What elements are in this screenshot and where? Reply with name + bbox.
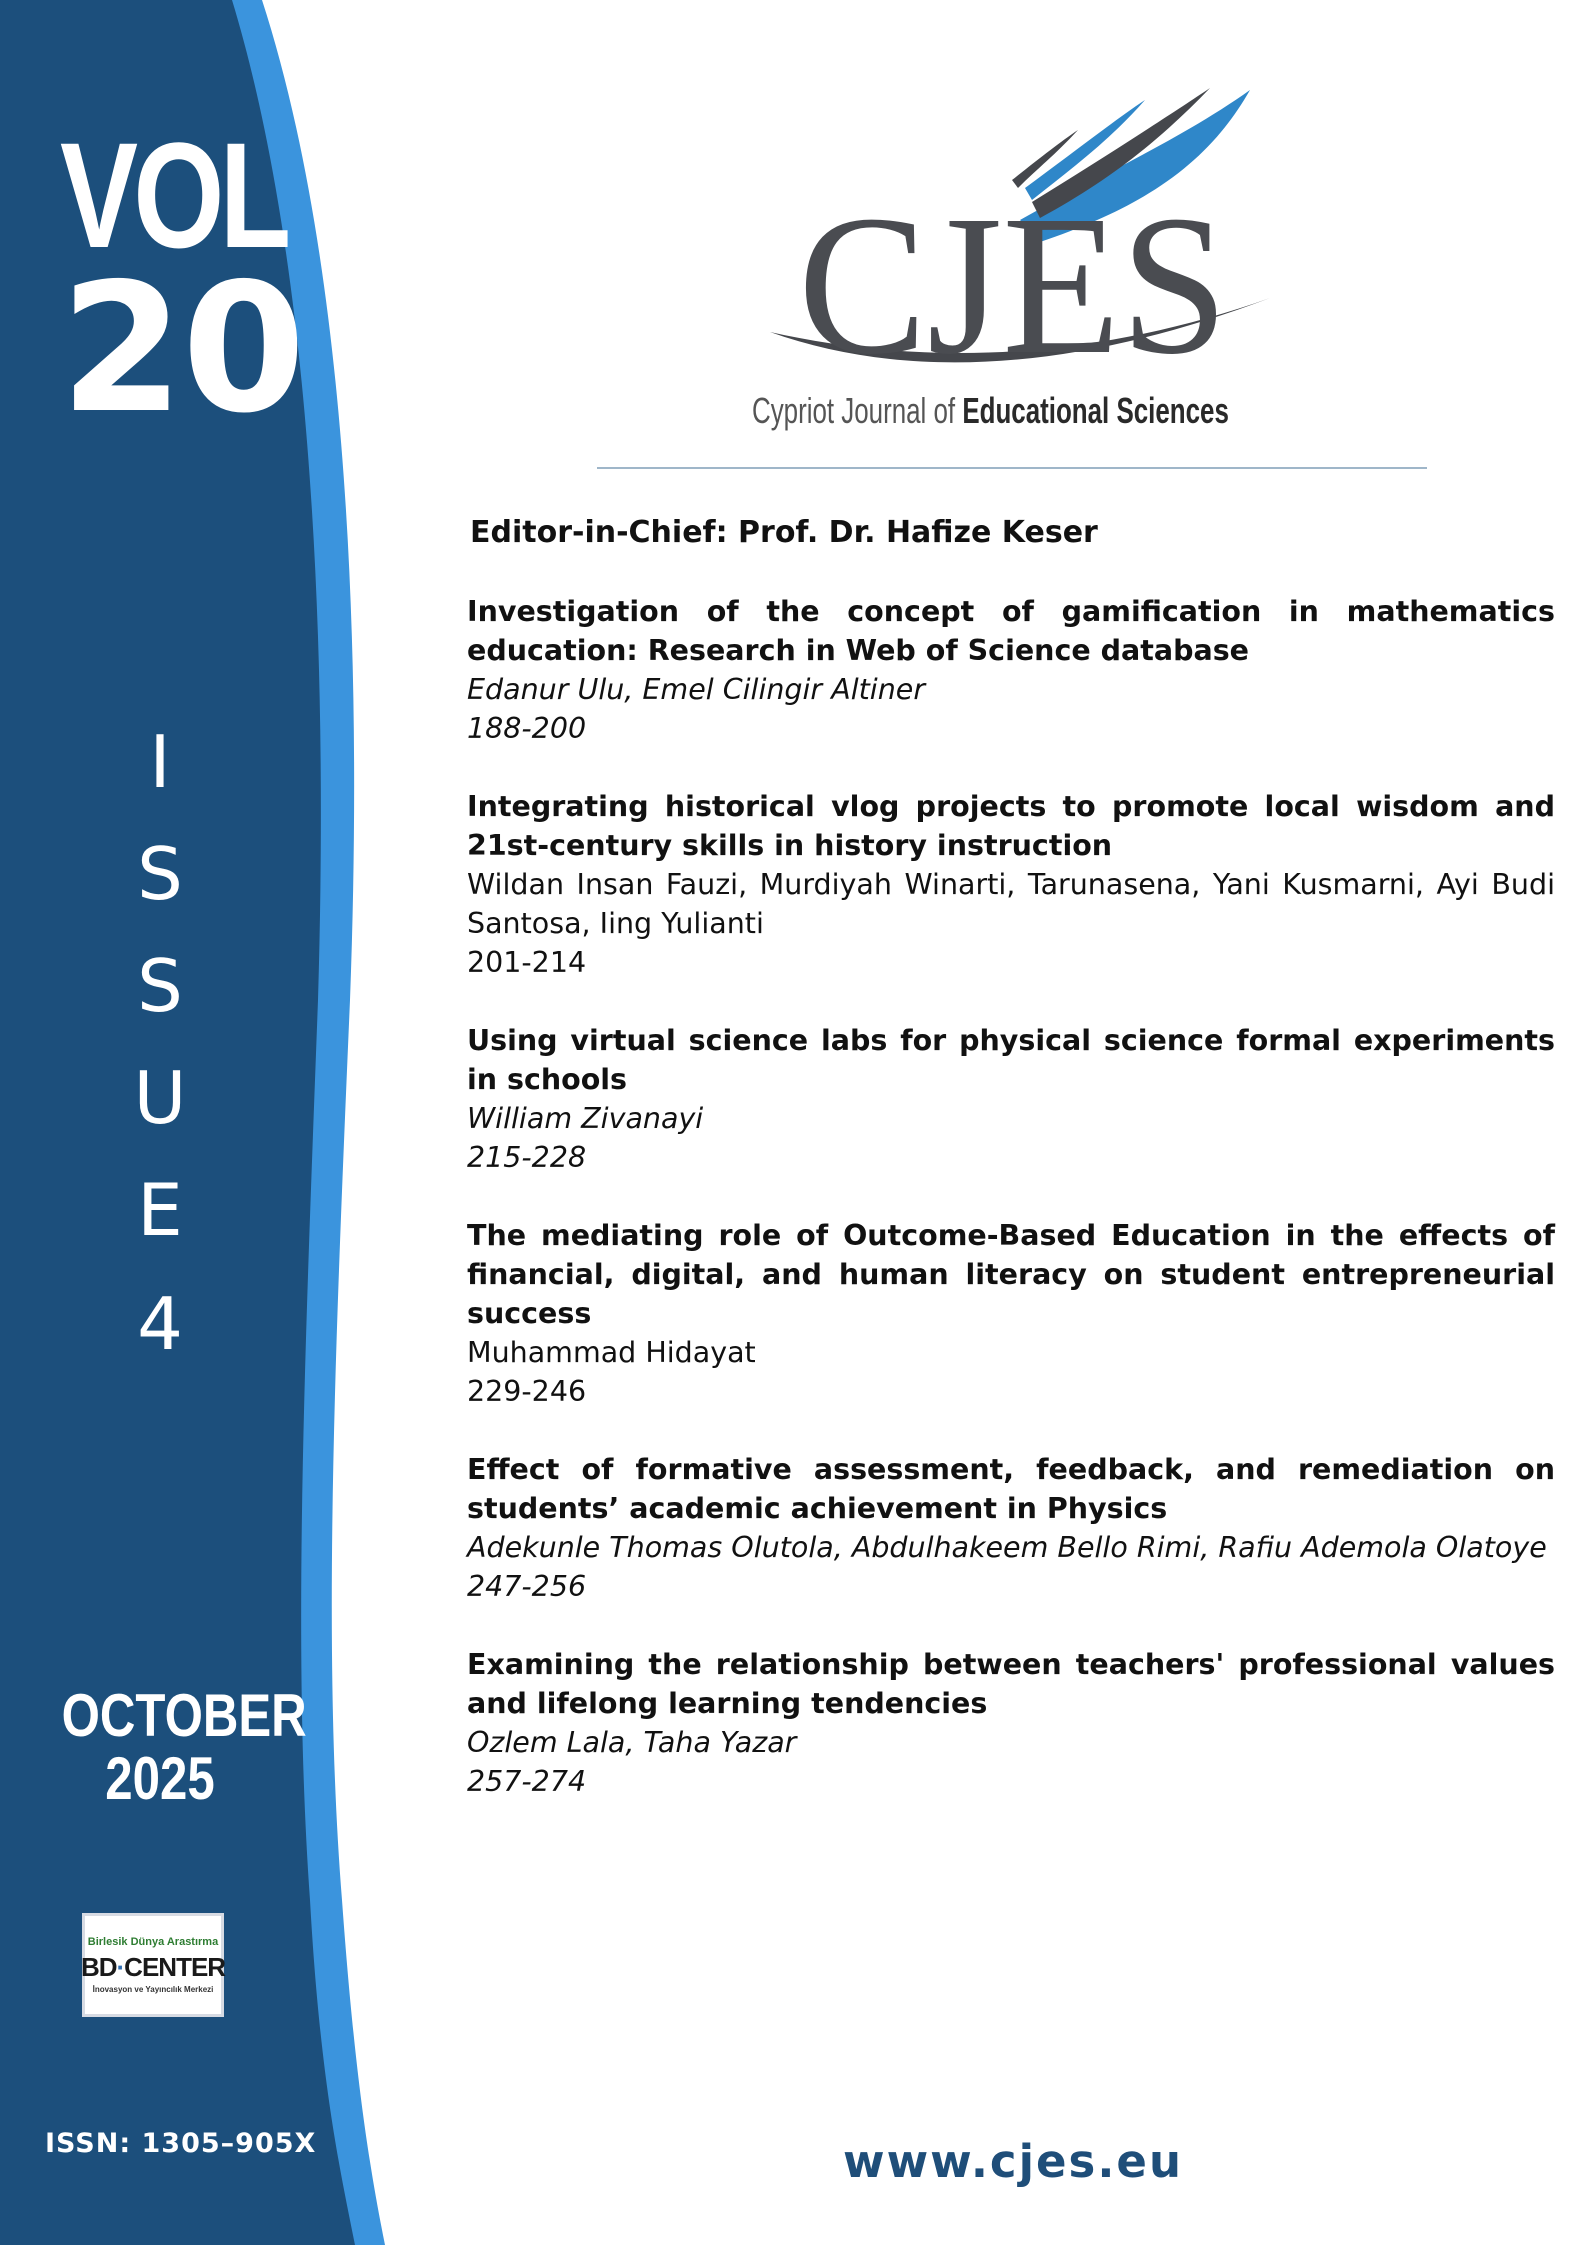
article-title: Using virtual science labs for physical science formal experiments in schools [467, 1024, 1555, 1096]
article-title: Effect of formative assessment, feedback, and remediation on students’ academic achievement in Physics [467, 1453, 1555, 1525]
publisher-name-main [81, 1952, 225, 1983]
article-entry [467, 1450, 1555, 1606]
issue-letter: E [137, 1168, 183, 1252]
article-title: The mediating role of Outcome-Based Education in the effects of financial, digital, and human literacy on student entrepreneurial success [467, 1219, 1555, 1330]
article-entry [467, 787, 1555, 982]
logo-letters: CJES [798, 175, 1228, 396]
article-pages: 201-214 [467, 946, 587, 979]
article-entry [467, 1021, 1555, 1177]
publisher-name-sub: İnovasyon ve Yayıncılık Merkezi [92, 1985, 214, 1994]
article-entry [467, 1216, 1555, 1411]
issue-letter: U [133, 1056, 187, 1140]
publisher-center: CENTER [124, 1952, 226, 1982]
article-title: Examining the relationship between teachers' professional values and lifelong learning tendencies [467, 1648, 1555, 1720]
issue-number: 4 [137, 1282, 183, 1366]
issue-letter: S [137, 944, 183, 1028]
issue-letter: I [149, 720, 171, 804]
article-authors: Muhammad Hidayat [467, 1336, 756, 1369]
website-link[interactable]: www.cjes.eu [843, 2135, 1183, 2188]
article-pages: 257-274 [467, 1765, 587, 1798]
article-authors: Wildan Insan Fauzi, Murdiyah Winarti, Tarunasena, Yani Kusmarni, Ayi Budi Santosa, Iing Yulianti [467, 868, 1555, 940]
journal-name-prefix: Cypriot Journal of [752, 390, 956, 431]
article-authors: William Zivanayi [467, 1102, 704, 1135]
article-authors: Adekunle Thomas Olutola, Abdulhakeem Bello Rimi, Rafiu Ademola Olatoye [467, 1531, 1547, 1564]
article-title: Investigation of the concept of gamification in mathematics education: Research in Web of Science database [467, 595, 1555, 667]
issn: ISSN: 1305–905X [45, 2128, 317, 2159]
journal-name [752, 390, 1229, 432]
publisher-dot-icon: · [116, 1952, 125, 1982]
publisher-bd: BD [80, 1952, 117, 1982]
article-authors: Ozlem Lala, Taha Yazar [467, 1726, 797, 1759]
table-of-contents [467, 592, 1555, 1840]
journal-logo [740, 70, 1300, 440]
article-authors: Edanur Ulu, Emel Cilingir Altiner [467, 673, 926, 706]
header-divider [597, 467, 1427, 469]
publisher-name-top: Birlesik Dünya Arastırma [87, 1936, 219, 1948]
journal-name-emphasis: Educational Sciences [962, 390, 1229, 431]
editor-in-chief: Editor-in-Chief: Prof. Dr. Hafize Keser [470, 515, 1098, 550]
article-pages: 188-200 [467, 712, 587, 745]
volume-number: 20 [60, 245, 304, 452]
volume-label: VOL [60, 111, 287, 279]
article-pages: 229-246 [467, 1375, 587, 1408]
publisher-logo [82, 1913, 224, 2017]
article-pages: 247-256 [467, 1570, 587, 1603]
article-entry [467, 1645, 1555, 1801]
article-pages: 215-228 [467, 1141, 587, 1174]
article-entry [467, 592, 1555, 748]
issue-letter: S [137, 832, 183, 916]
issue-year: 2025 [105, 1745, 215, 1812]
article-title: Integrating historical vlog projects to promote local wisdom and 21st-century skills in history instruction [467, 790, 1555, 862]
issue-month: OCTOBER [61, 1682, 307, 1749]
